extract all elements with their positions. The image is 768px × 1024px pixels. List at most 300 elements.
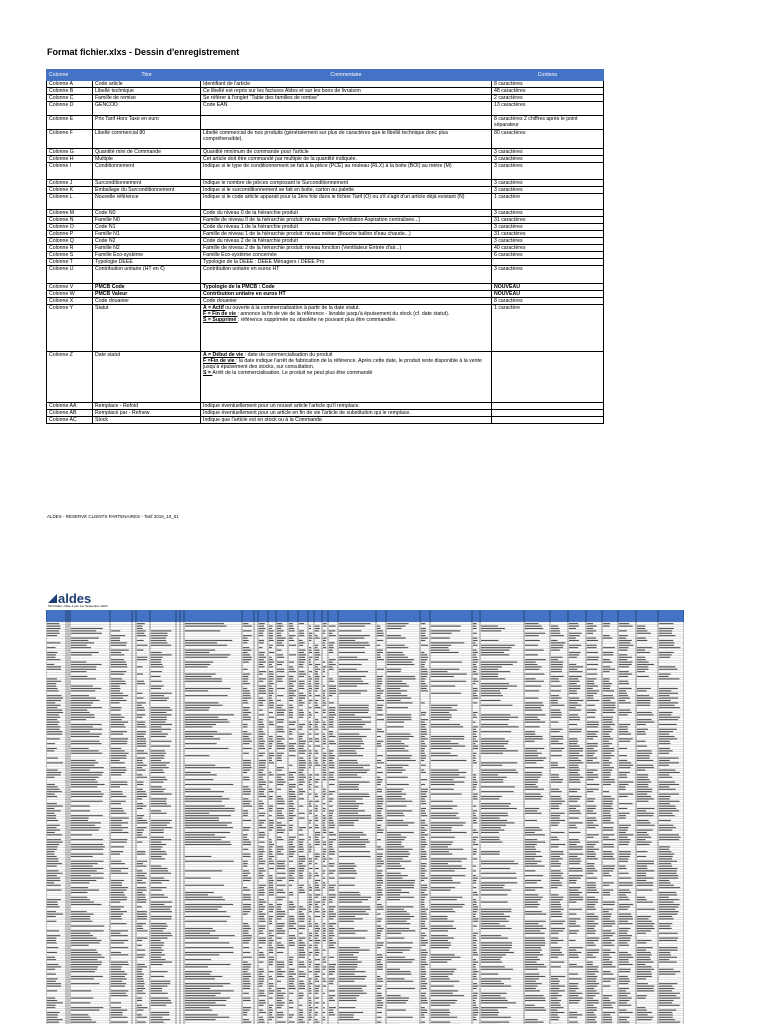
grid-cell-text [289,750,296,751]
grid-cell-text [525,784,536,785]
grid-cell-text [71,969,97,970]
grid-cell-text [277,938,282,939]
grid-cell-text [525,969,538,970]
grid-cell-text [47,654,56,655]
grid-cell-text [47,957,55,958]
grid-cell-text [277,880,282,881]
grid-cell-text [269,820,274,821]
grid-cell-text [269,640,274,641]
grid-cell-text [151,722,165,723]
grid-cell-text [259,734,265,735]
grid-cell-text [637,808,654,809]
grid-cell-text [525,664,537,665]
grid-cell-text [71,890,99,891]
grid-cell-text [151,890,162,891]
grid-cell-text [243,683,250,684]
grid-cell-text [323,623,327,624]
grid-cell-text [299,798,304,799]
grid-cell-text [309,822,311,823]
grid-cell-text [659,904,680,905]
grid-cell-text [151,731,162,732]
grid-cell-text [525,978,539,979]
grid-cell-text [137,822,148,823]
grid-cell-text [431,746,465,747]
grid-cell-text [243,983,251,984]
grid-cell-text [137,717,142,718]
grid-cell-text [315,928,320,929]
grid-cell-text [47,904,58,905]
contenu-cell: 31 caractères [492,217,604,224]
grid-cell-text [603,957,612,958]
grid-cell-text [323,808,326,809]
grid-cell-text [619,858,628,859]
grid-cell-text [569,921,576,922]
grid-cell-text [137,938,147,939]
grid-cell-text [111,770,127,771]
grid-cell-text [377,854,383,855]
grid-cell-text [551,911,561,912]
grid-cell-text [277,976,284,977]
grid-cell-text [481,885,505,886]
grid-cell-text [329,688,336,689]
grid-cell-text [289,971,294,972]
grid-cell-text [637,863,654,864]
grid-cell-text [289,1017,292,1018]
grid-cell-text [47,940,56,941]
grid-cell-text [323,858,326,859]
grid-cell-text [587,906,595,907]
grid-cell-text [603,856,613,857]
grid-cell-text [569,990,576,991]
grid-cell-text [329,940,333,941]
grid-cell-text [377,820,383,821]
colonne-cell: Colonne R [47,245,93,252]
grid-cell-text [329,690,336,691]
grid-cell-text [387,981,413,982]
grid-cell-text [309,861,312,862]
grid-cell-text [473,916,475,917]
grid-cell-text [137,789,143,790]
grid-cell-text [259,808,264,809]
grid-cell-text [111,981,122,982]
grid-cell-text [243,731,247,732]
grid-cell-text [259,1005,264,1006]
grid-cell-text [315,959,320,960]
grid-cell-text [71,717,95,718]
grid-cell-text [243,1022,251,1023]
grid-cell-text [587,1002,599,1003]
grid-cell-text [185,990,234,991]
grid-cell-text [421,683,426,684]
grid-cell-text [387,736,414,737]
grid-cell-text [243,635,252,636]
grid-cell-text [551,762,558,763]
grid-cell-text [637,798,654,799]
grid-cell-text [47,815,56,816]
grid-cell-text [339,722,371,723]
grid-cell-text [387,930,415,931]
grid-cell-text [151,882,162,883]
grid-cell-text [111,693,123,694]
grid-cell-text [315,659,318,660]
table-row [47,410,604,417]
grid-cell-text [551,813,565,814]
grid-cell-text [137,645,147,646]
grid-cell-text [473,678,477,679]
grid-cell-text [551,818,560,819]
grid-cell-text [323,690,325,691]
grid-cell-text [277,1005,283,1006]
grid-cell-text [137,767,142,768]
grid-cell-text [377,887,381,888]
status-description: : référence supprimée ou obsolète ne pouvant plus être commandée. [237,317,397,323]
grid-cell-text [277,753,284,754]
grid-cell-text [569,933,577,934]
grid-cell-text [277,705,283,706]
grid-cell-text [309,782,311,783]
grid-cell-text [151,940,161,941]
grid-cell-text [387,873,401,874]
grid-cell-text [525,926,543,927]
grid-cell-text [659,803,670,804]
grid-cell-text [111,887,128,888]
grid-cell-text [637,801,648,802]
grid-cell-text [603,870,613,871]
grid-cell-text [151,868,168,869]
grid-cell-text [659,856,673,857]
grid-cell-text [151,954,165,955]
grid-cell-text [47,981,56,982]
grid-cell-text [243,1012,247,1013]
grid-cell-text [259,664,263,665]
grid-cell-text [619,702,631,703]
grid-cell-text [329,918,333,919]
grid-cell-text [269,1017,274,1018]
grid-cell-text [299,916,305,917]
grid-cell-text [473,729,476,730]
grid-cell-text [619,630,627,631]
grid-cell-text [619,635,628,636]
grid-cell-text [323,1007,325,1008]
grid-cell-text [137,899,147,900]
grid-cell-text [525,911,542,912]
grid-cell-text [259,902,266,903]
grid-cell-text [659,736,674,737]
grid-cell-text [387,957,405,958]
grid-cell-text [299,1017,304,1018]
grid-cell-text [587,810,593,811]
grid-cell-text [151,976,164,977]
grid-cell-text [431,928,456,929]
grid-cell-text [587,863,595,864]
grid-cell-text [377,798,383,799]
grid-cell-text [269,782,273,783]
grid-cell-text [551,866,560,867]
grid-cell-text [185,1000,226,1001]
grid-cell-text [277,969,281,970]
grid-cell-text [603,935,613,936]
logo-text: aldes [58,591,92,606]
grid-cell-text [309,722,311,723]
grid-cell-text [243,786,248,787]
grid-cell-text [315,664,320,665]
grid-cell-text [243,638,247,639]
grid-cell-text [315,938,318,939]
grid-cell-text [185,959,211,960]
grid-cell-text [323,794,326,795]
grid-cell-text [587,748,594,749]
contenu-cell [492,410,604,417]
grid-cell-text [71,866,93,867]
grid-cell-text [151,762,170,763]
grid-cell-text [619,940,630,941]
grid-cell-text [421,635,426,636]
grid-cell-text [243,952,250,953]
grid-cell-text [151,983,170,984]
grid-cell-text [151,993,168,994]
grid-cell-text [289,779,294,780]
grid-cell-text [481,832,499,833]
grid-cell-text [387,1010,406,1011]
grid-cell-text [431,642,464,643]
grid-cell-text [431,782,464,783]
grid-cell-text [377,635,384,636]
grid-cell-text [315,947,318,948]
grid-cell-text [637,782,651,783]
grid-cell-text [289,846,295,847]
grid-cell-text [481,678,505,679]
commentaire-cell: Contribution unitaire en euros HT [201,291,492,298]
grid-cell-text [339,741,363,742]
grid-cell-text [259,784,266,785]
grid-cell-text [269,868,274,869]
grid-cell-text [587,645,597,646]
grid-cell-text [277,890,283,891]
grid-cell-text [277,923,285,924]
grid-cell-text [603,902,615,903]
grid-cell-text [473,959,476,960]
grid-cell-text [339,714,355,715]
grid-cell-text [603,834,614,835]
grid-cell-text [377,806,382,807]
grid-cell-text [603,777,610,778]
titre-cell: Statut [93,305,201,352]
grid-cell-text [619,640,632,641]
grid-cell-text [151,686,164,687]
grid-cell-text [473,998,477,999]
grid-cell-text [185,1019,216,1020]
grid-cell-text [243,702,248,703]
grid-cell-text [111,743,127,744]
grid-cell-text [421,654,427,655]
grid-cell-text [473,669,478,670]
grid-cell-text [421,854,427,855]
grid-cell-text [323,717,326,718]
grid-cell-text [269,942,272,943]
grid-cell-text [151,930,163,931]
grid-cell-text [299,630,304,631]
grid-cell-text [259,741,265,742]
grid-cell-text [277,971,285,972]
grid-cell-text [569,746,580,747]
grid-cell-text [525,914,546,915]
grid-cell-text [619,676,628,677]
grid-cell-text [603,1007,613,1008]
grid-cell-text [309,734,311,735]
grid-cell-text [387,851,409,852]
grid-cell-text [111,794,123,795]
grid-cell-text [659,837,681,838]
grid-cell-text [431,633,452,634]
grid-cell-text [277,628,281,629]
grid-cell-text [659,899,679,900]
grid-cell-text [431,945,451,946]
commentaire-cell: Famille de niveau 0 de la hiérarchie produit: niveau métier (Ventilation Aspiration centralisée...) [201,217,492,224]
grid-cell-text [289,837,296,838]
grid-cell-text [111,758,126,759]
grid-cell-text [569,995,578,996]
grid-cell-text [431,863,448,864]
grid-cell-text [185,642,217,643]
grid-cell-text [137,993,145,994]
grid-cell-text [569,777,583,778]
grid-cell-text [551,940,564,941]
commentaire-cell: Cet article doit être commandé par multiple de la quantité indiquée. [201,156,492,163]
grid-cell-text [259,1000,265,1001]
grid-cell-text [377,772,383,773]
grid-cell-text [299,762,306,763]
grid-cell-text [431,957,460,958]
grid-cell-text [277,669,284,670]
grid-cell-text [387,942,413,943]
grid-cell-text [277,846,283,847]
commentaire-cell: Se référer à l'onglet "Table des familles de remise" [201,95,492,102]
grid-cell-text [587,638,596,639]
grid-cell-text [551,978,558,979]
grid-cell-text [473,654,476,655]
grid-cell-text [259,693,266,694]
grid-cell-text [243,978,249,979]
grid-cell-text [569,623,578,624]
grid-cell-text [111,678,122,679]
grid-cell-text [551,669,562,670]
grid-cell-text [329,846,333,847]
grid-cell-text [243,791,251,792]
grid-cell-text [289,875,293,876]
grid-cell-text [323,630,325,631]
grid-cell-text [309,966,311,967]
grid-cell-text [289,959,293,960]
grid-cell-text [387,947,412,948]
grid-cell-text [243,834,248,835]
grid-cell-text [47,938,56,939]
grid-cell-text [259,657,266,658]
grid-cell-text [481,923,500,924]
grid-cell-text [47,758,58,759]
grid-cell-text [387,854,410,855]
grid-cell-text [551,736,563,737]
grid-cell-text [603,882,614,883]
titre-cell: Conditionnement [93,163,201,180]
grid-cell-text [299,940,302,941]
grid-cell-text [551,839,559,840]
grid-cell-text [111,966,122,967]
grid-cell-text [185,856,211,857]
grid-cell-text [315,926,319,927]
grid-cell-text [569,782,581,783]
status-code: F = Fin de vie [203,311,238,317]
grid-cell-text [269,1019,272,1020]
grid-cell-text [569,957,579,958]
grid-cell-text [151,654,172,655]
grid-cell-text [619,839,630,840]
grid-cell-text [259,710,263,711]
grid-cell-text [47,863,62,864]
grid-cell-text [473,633,477,634]
grid-cell-text [603,885,609,886]
grid-cell-text [339,839,368,840]
grid-cell-text [587,974,595,975]
grid-cell-text [259,690,266,691]
grid-cell-text [259,918,265,919]
grid-cell-text [243,887,247,888]
grid-header-band [46,610,684,622]
grid-cell-text [421,825,428,826]
grid-cell-text [269,688,273,689]
grid-cell-text [481,887,503,888]
grid-cell-text [551,659,558,660]
grid-cell-text [323,916,325,917]
grid-cell-text [323,986,326,987]
grid-cell-text [299,774,305,775]
grid-cell-text [659,676,669,677]
grid-cell-text [315,1014,317,1015]
grid-cell-text [569,940,576,941]
grid-cell-text [299,921,304,922]
grid-cell-text [473,945,477,946]
titre-cell: Code article [93,81,201,88]
grid-cell-text [421,743,425,744]
grid-cell-text [269,851,273,852]
grid-cell-text [299,758,303,759]
grid-cell-text [243,1007,251,1008]
grid-cell-text [387,878,403,879]
grid-cell-text [185,878,211,879]
grid-cell-text [473,755,475,756]
grid-cell-text [289,904,294,905]
grid-cell-text [289,808,295,809]
grid-cell-text [551,666,563,667]
grid-cell-text [47,813,54,814]
grid-cell-text [659,806,675,807]
grid-cell-text [421,851,426,852]
grid-cell-text [551,801,565,802]
grid-cell-text [473,974,477,975]
grid-cell-text [243,678,248,679]
titre-cell: Code douanier [93,298,201,305]
grid-cell-text [525,635,539,636]
grid-cell-text [151,856,162,857]
grid-cell-text [185,808,234,809]
colonne-cell: Colonne F [47,130,93,149]
grid-cell-text [289,669,294,670]
grid-cell-text [659,870,677,871]
grid-cell-text [421,899,425,900]
grid-cell-text [587,849,599,850]
grid-cell-text [269,796,273,797]
grid-cell-text [431,626,461,627]
grid-cell-text [569,635,580,636]
